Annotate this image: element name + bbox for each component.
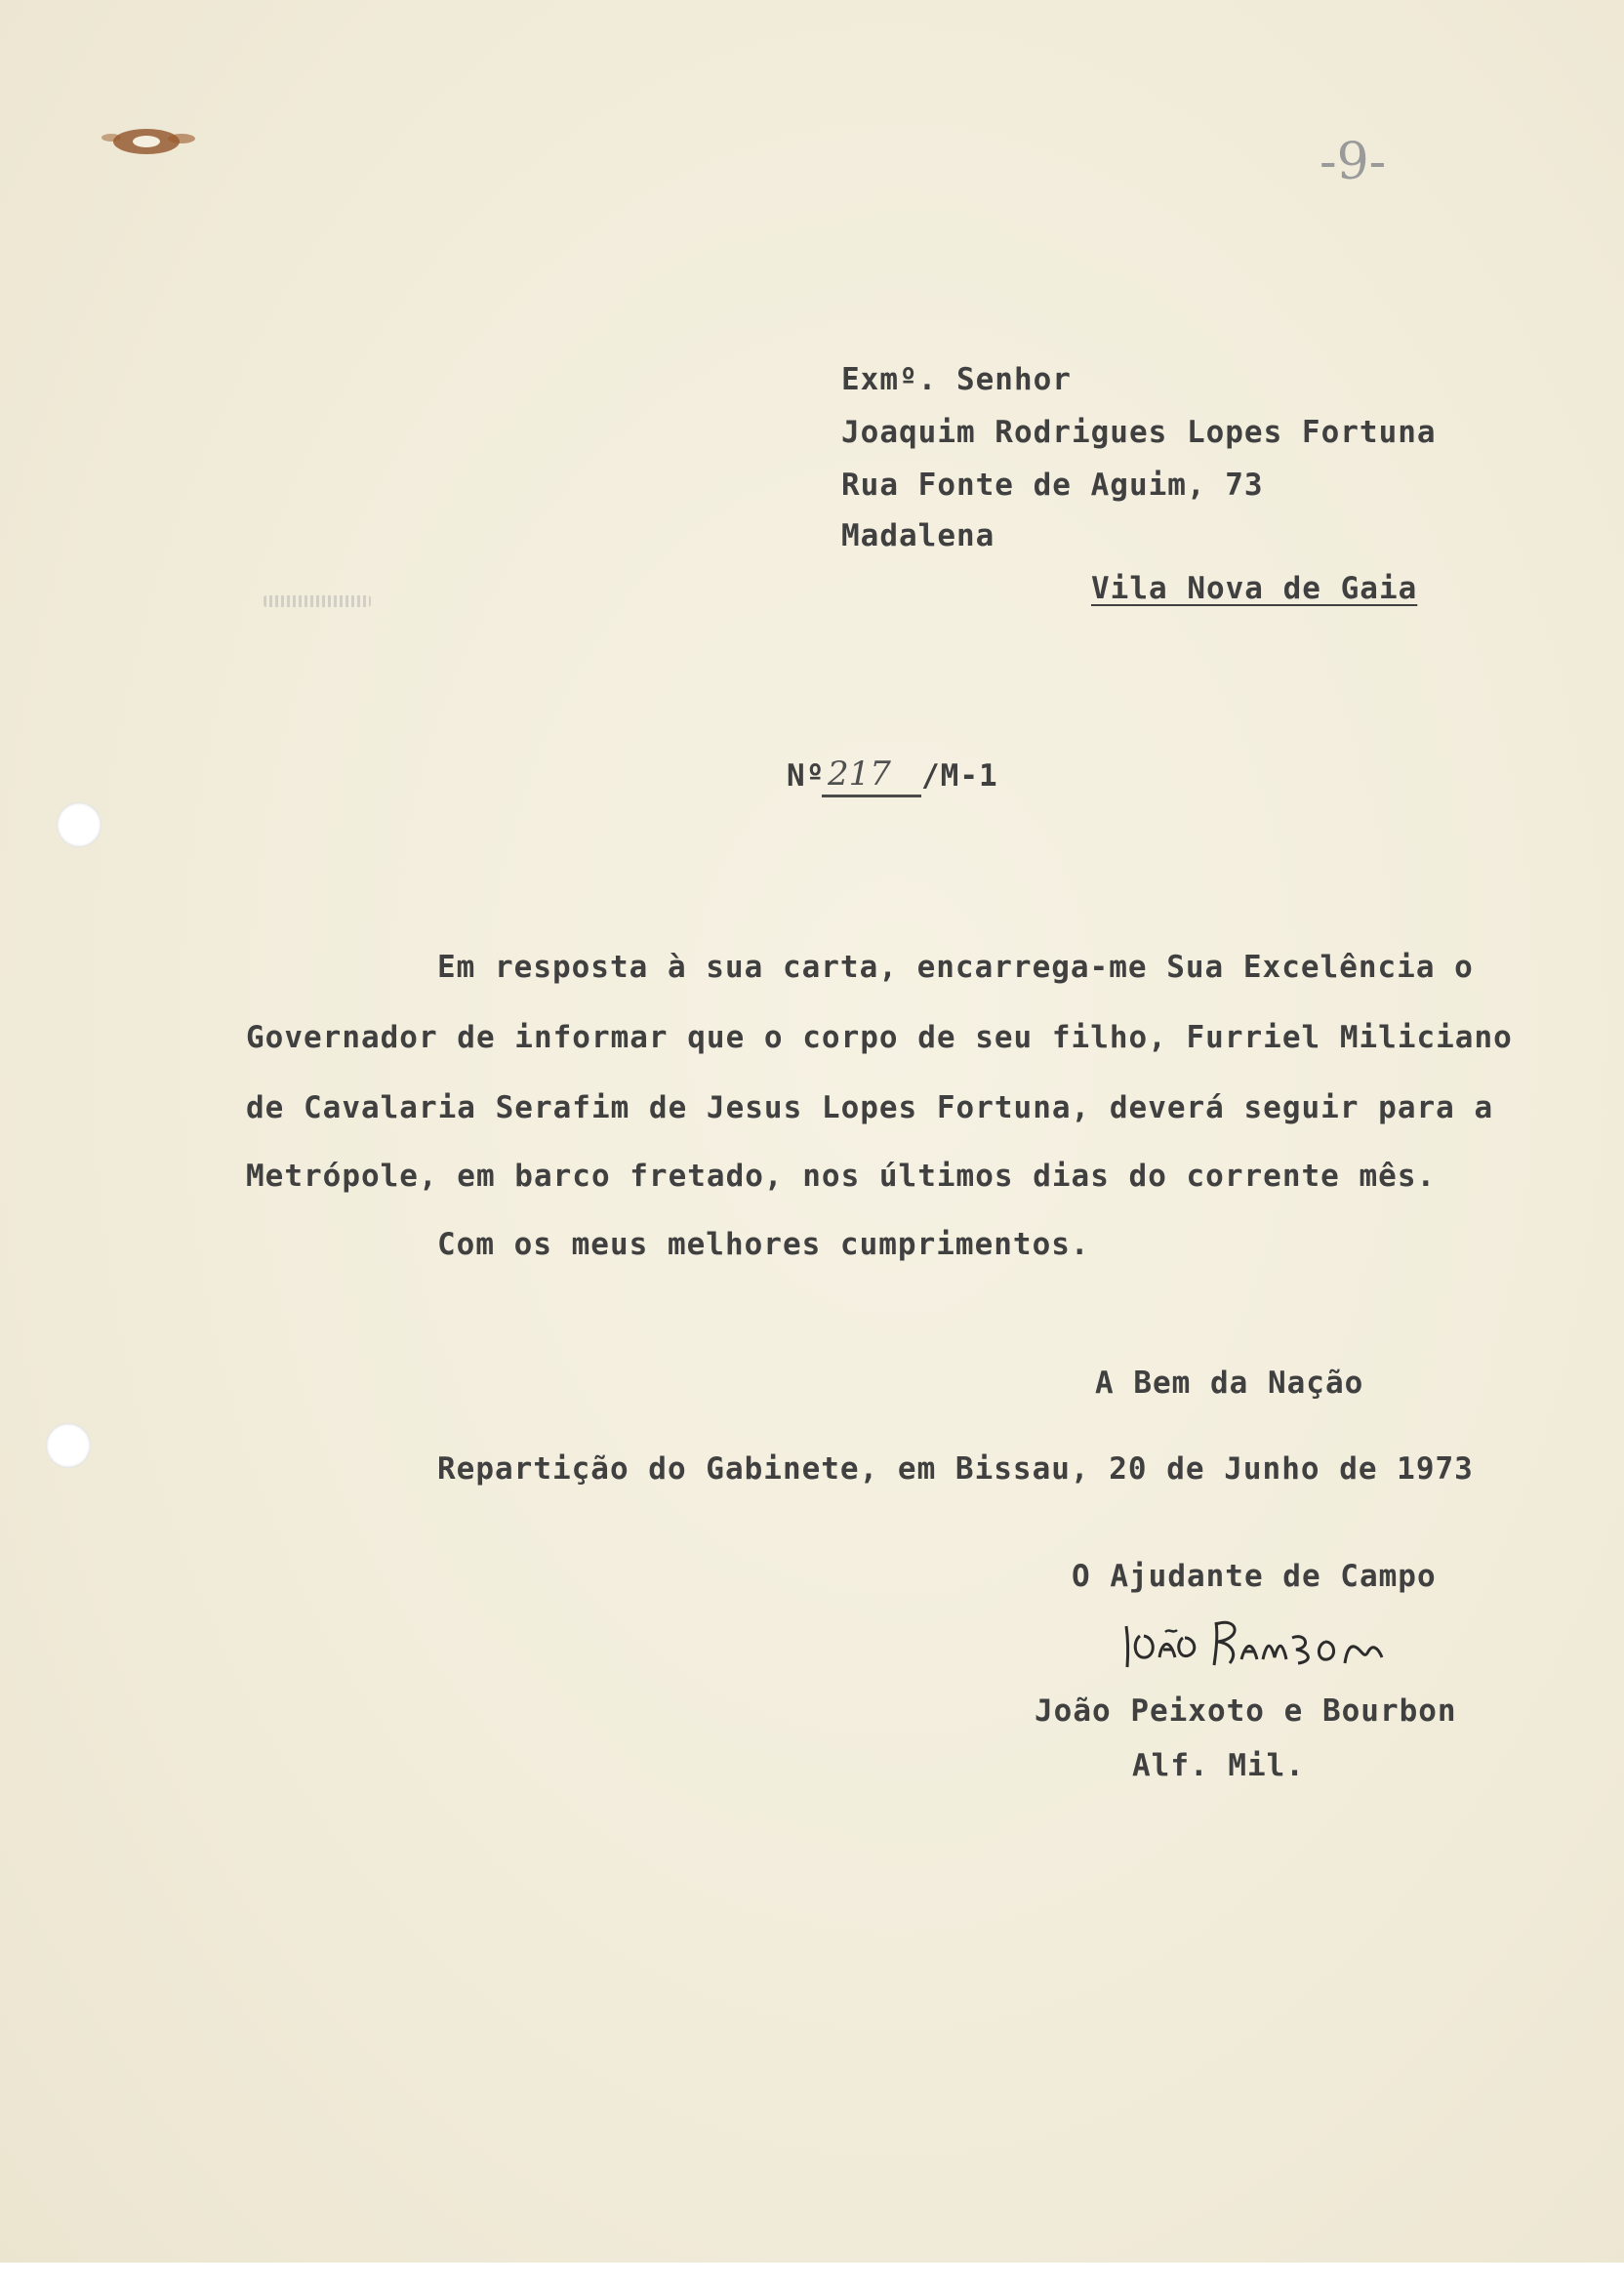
signatory-name: João Peixoto e Bourbon — [1035, 1693, 1457, 1729]
punch-hole-bottom — [46, 1423, 91, 1468]
rust-stain-mark — [98, 123, 203, 160]
recipient-salutation: Exmº. Senhor — [841, 362, 1072, 397]
body-line-3: de Cavalaria Serafim de Jesus Lopes Fortuna, deverá seguir para a — [246, 1090, 1494, 1125]
recipient-city: Vila Nova de Gaia — [1091, 571, 1418, 606]
scan-bottom-edge — [0, 2263, 1624, 2284]
recipient-street: Rua Fonte de Aguim, 73 — [841, 468, 1264, 503]
page-number-mark: -9- — [1320, 133, 1387, 191]
punch-hole-top — [57, 802, 102, 847]
body-line-4: Metrópole, em barco fretado, nos últimos dias do corrente mês. — [246, 1159, 1437, 1194]
signatory-rank: Alf. Mil. — [1132, 1748, 1305, 1783]
reference-number-underline — [822, 795, 921, 797]
body-line-1: Em resposta à sua carta, encarrega-me Sua Excelência o — [437, 950, 1474, 985]
reference-number: 217 — [828, 755, 891, 794]
motto: A Bem da Nação — [1095, 1366, 1364, 1401]
reference-prefix: Nº — [787, 758, 826, 794]
reference-suffix: /M-1 — [921, 758, 998, 794]
place-date: Repartição do Gabinete, em Bissau, 20 de Junho de 1973 — [437, 1451, 1474, 1487]
recipient-locality: Madalena — [841, 518, 995, 553]
handwritten-signature — [1122, 1609, 1386, 1673]
body-line-2: Governador de informar que o corpo de seu filho, Furriel Miliciano — [246, 1020, 1513, 1055]
signatory-role: O Ajudante de Campo — [1072, 1559, 1437, 1594]
body-closing: Com os meus melhores cumprimentos. — [437, 1227, 1090, 1262]
faint-stamp-mark — [264, 595, 371, 607]
recipient-name: Joaquim Rodrigues Lopes Fortuna — [841, 415, 1437, 450]
